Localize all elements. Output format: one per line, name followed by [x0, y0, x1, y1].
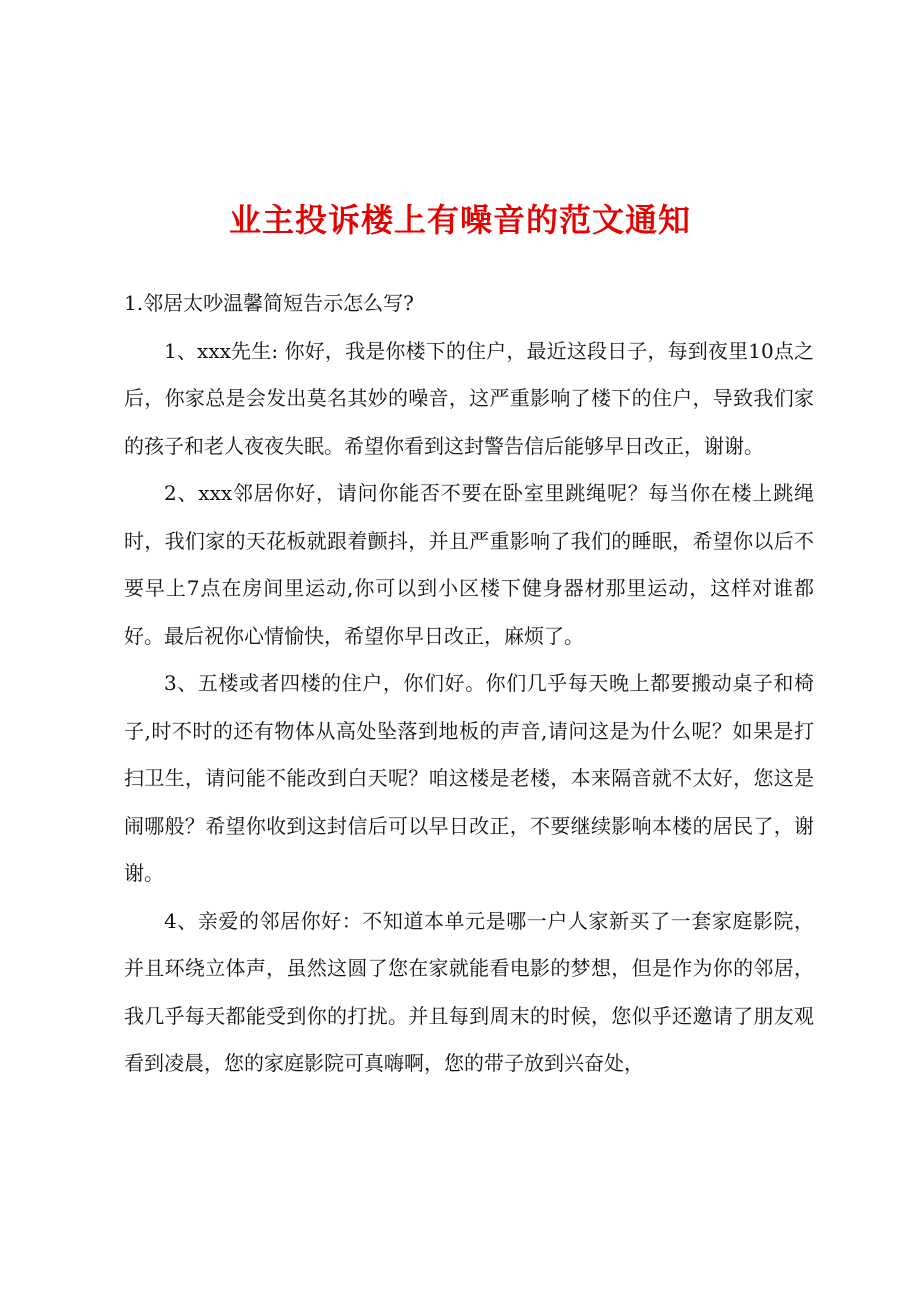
- question-heading: 1.邻居太吵温馨简短告示怎么写?: [124, 291, 414, 315]
- paragraph-4: 4、亲爱的邻居你好：不知道本单元是哪一户人家新买了一套家庭影院，并且环绕立体声，虽然这圆了您在家就能看电影的梦想，但是作为你的邻居，我几乎每天都能受到你的打扰。并且每到周末的时候，您似乎还邀请了朋友观看到凌晨，您的家庭影院可真嗨啊，您的带子放到兴奋处，: [124, 908, 814, 1075]
- document-body: [124, 280, 814, 1088]
- paragraph-2: 2、xxx邻居你好，请问你能否不要在卧室里跳绳呢？每当你在楼上跳绳时，我们家的天花板就跟着颤抖，并且严重影响了我们的睡眠，希望你以后不要早上7点在房间里运动,你可以到小区楼下健身器材那里运动，这样对谁都好。最后祝你心情愉快，希望你早日改正，麻烦了。: [124, 481, 814, 648]
- document-title: 业主投诉楼上有噪音的范文通知: [228, 201, 691, 239]
- paragraph-1: 1、xxx先生: 你好，我是你楼下的住户，最近这段日子，每到夜里10点之后，你家总是会发出莫名其妙的噪音，这严重影响了楼下的住户，导致我们家的孩子和老人夜夜失眠。希望你看到这封警告信后能够早日改正，谢谢。: [124, 338, 814, 458]
- paragraph-3: 3、五楼或者四楼的住户，你们好。你们几乎每天晚上都要搬动桌子和椅子,时不时的还有物体从高处坠落到地板的声音,请问这是为什么呢？如果是打扫卫生，请问能不能改到白天呢？咱这楼是老楼，本来隔音就不太好，您这是闹哪般？希望你收到这封信后可以早日改正，不要继续影响本楼的居民了，谢谢。: [124, 671, 814, 885]
